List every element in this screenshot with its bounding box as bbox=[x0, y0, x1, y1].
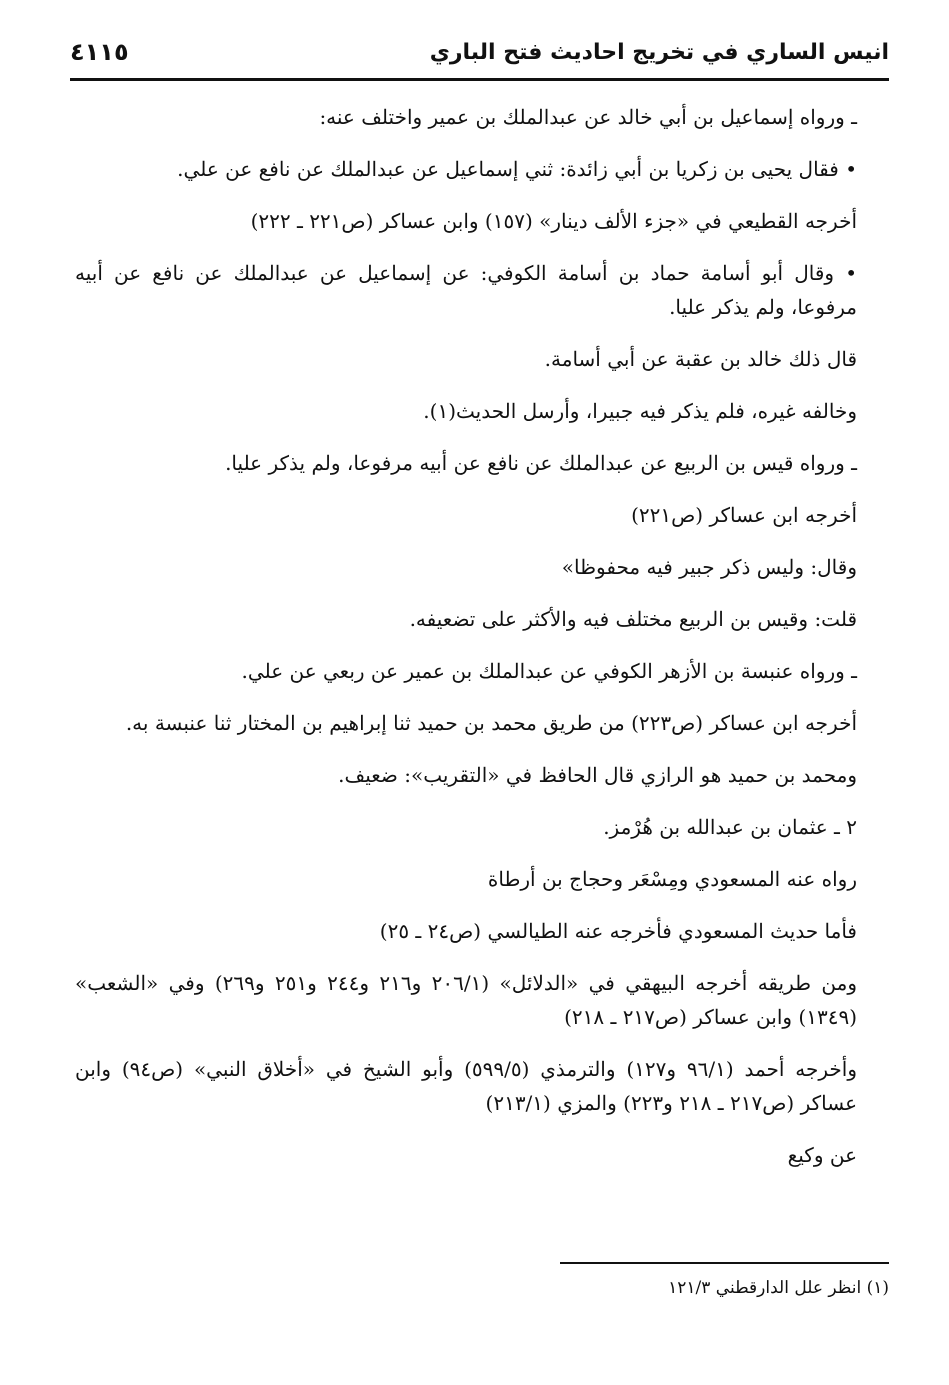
page-number: ٤١١٥ bbox=[70, 38, 129, 66]
paragraph-8: أخرجه ابن عساكر (ص٢٢١) bbox=[631, 503, 857, 527]
paragraph-9: وقال: وليس ذكر جبير فيه محفوظا» bbox=[561, 555, 857, 579]
paragraph-19: عن وكيع bbox=[787, 1143, 857, 1167]
footnote: (١) انظر علل الدارقطني ١٢١/٣ bbox=[668, 1278, 889, 1298]
paragraph-3: أخرجه القطيعي في «جزء الألف دينار» (١٥٧) وابن عساكر (ص٢٢١ ـ ٢٢٢) bbox=[250, 209, 857, 233]
paragraph-7: ـ ورواه قيس بن الربيع عن عبدالملك عن نافع عن أبيه مرفوعا، ولم يذكر عليا. bbox=[225, 451, 857, 475]
paragraph-10: قلت: وقيس بن الربيع مختلف فيه والأكثر على تضعيفه. bbox=[409, 607, 857, 631]
paragraph-13: ومحمد بن حميد هو الرازي قال الحافظ في «التقريب»: ضعيف. bbox=[338, 763, 857, 787]
page-header bbox=[70, 36, 889, 76]
paragraph-18: وأخرجه أحمد (٩٦/١ و١٢٧) والترمذي (٥٩٩/٥) وأبو الشيخ في «أخلاق النبي» (ص٩٤) وابن عساكر (ص٢١٧ ـ ٢١٨ و٢٢٣) والمزي (٢١٣/١) bbox=[75, 1057, 857, 1115]
paragraph-4: • وقال أبو أسامة حماد بن أسامة الكوفي: عن إسماعيل عن عبدالملك عن نافع عن أبيه مرفوعا، ولم يذكر عليا. bbox=[75, 261, 857, 319]
header-divider bbox=[70, 78, 889, 81]
paragraph-14: ٢ ـ عثمان بن عبدالله بن هُرْمز. bbox=[603, 815, 857, 839]
paragraph-6: وخالفه غيره، فلم يذكر فيه جبيرا، وأرسل الحديث(١). bbox=[423, 399, 857, 423]
footnote-divider bbox=[560, 1262, 889, 1264]
book-title: انيس الساري في تخريج احاديث فتح الباري bbox=[429, 40, 889, 65]
paragraph-2: • فقال يحيى بن زكريا بن أبي زائدة: ثني إسماعيل عن عبدالملك عن نافع عن علي. bbox=[177, 157, 857, 181]
paragraph-15: رواه عنه المسعودي ومِسْعَر وحجاج بن أرطاة bbox=[487, 867, 857, 891]
paragraph-16: فأما حديث المسعودي فأخرجه عنه الطيالسي (ص٢٤ ـ ٢٥) bbox=[379, 919, 857, 943]
paragraph-5: قال ذلك خالد بن عقبة عن أبي أسامة. bbox=[544, 347, 857, 371]
paragraph-11: ـ ورواه عنبسة بن الأزهر الكوفي عن عبدالملك بن عمير عن ربعي عن علي. bbox=[241, 659, 857, 683]
paragraph-12: أخرجه ابن عساكر (ص٢٢٣) من طريق محمد بن حميد ثنا إبراهيم بن المختار ثنا عنبسة به. bbox=[125, 711, 857, 735]
paragraph-17: ومن طريقه أخرجه البيهقي في «الدلائل» (٢٠٦/١ و٢١٦ و٢٤٤ و٢٥١ و٢٦٩) وفي «الشعب» (١٣٤٩) وابن عساكر (ص٢١٧ ـ ٢١٨) bbox=[75, 971, 857, 1029]
main-text bbox=[75, 100, 889, 1190]
paragraph-1: ـ ورواه إسماعيل بن أبي خالد عن عبدالملك بن عمير واختلف عنه: bbox=[319, 105, 857, 129]
